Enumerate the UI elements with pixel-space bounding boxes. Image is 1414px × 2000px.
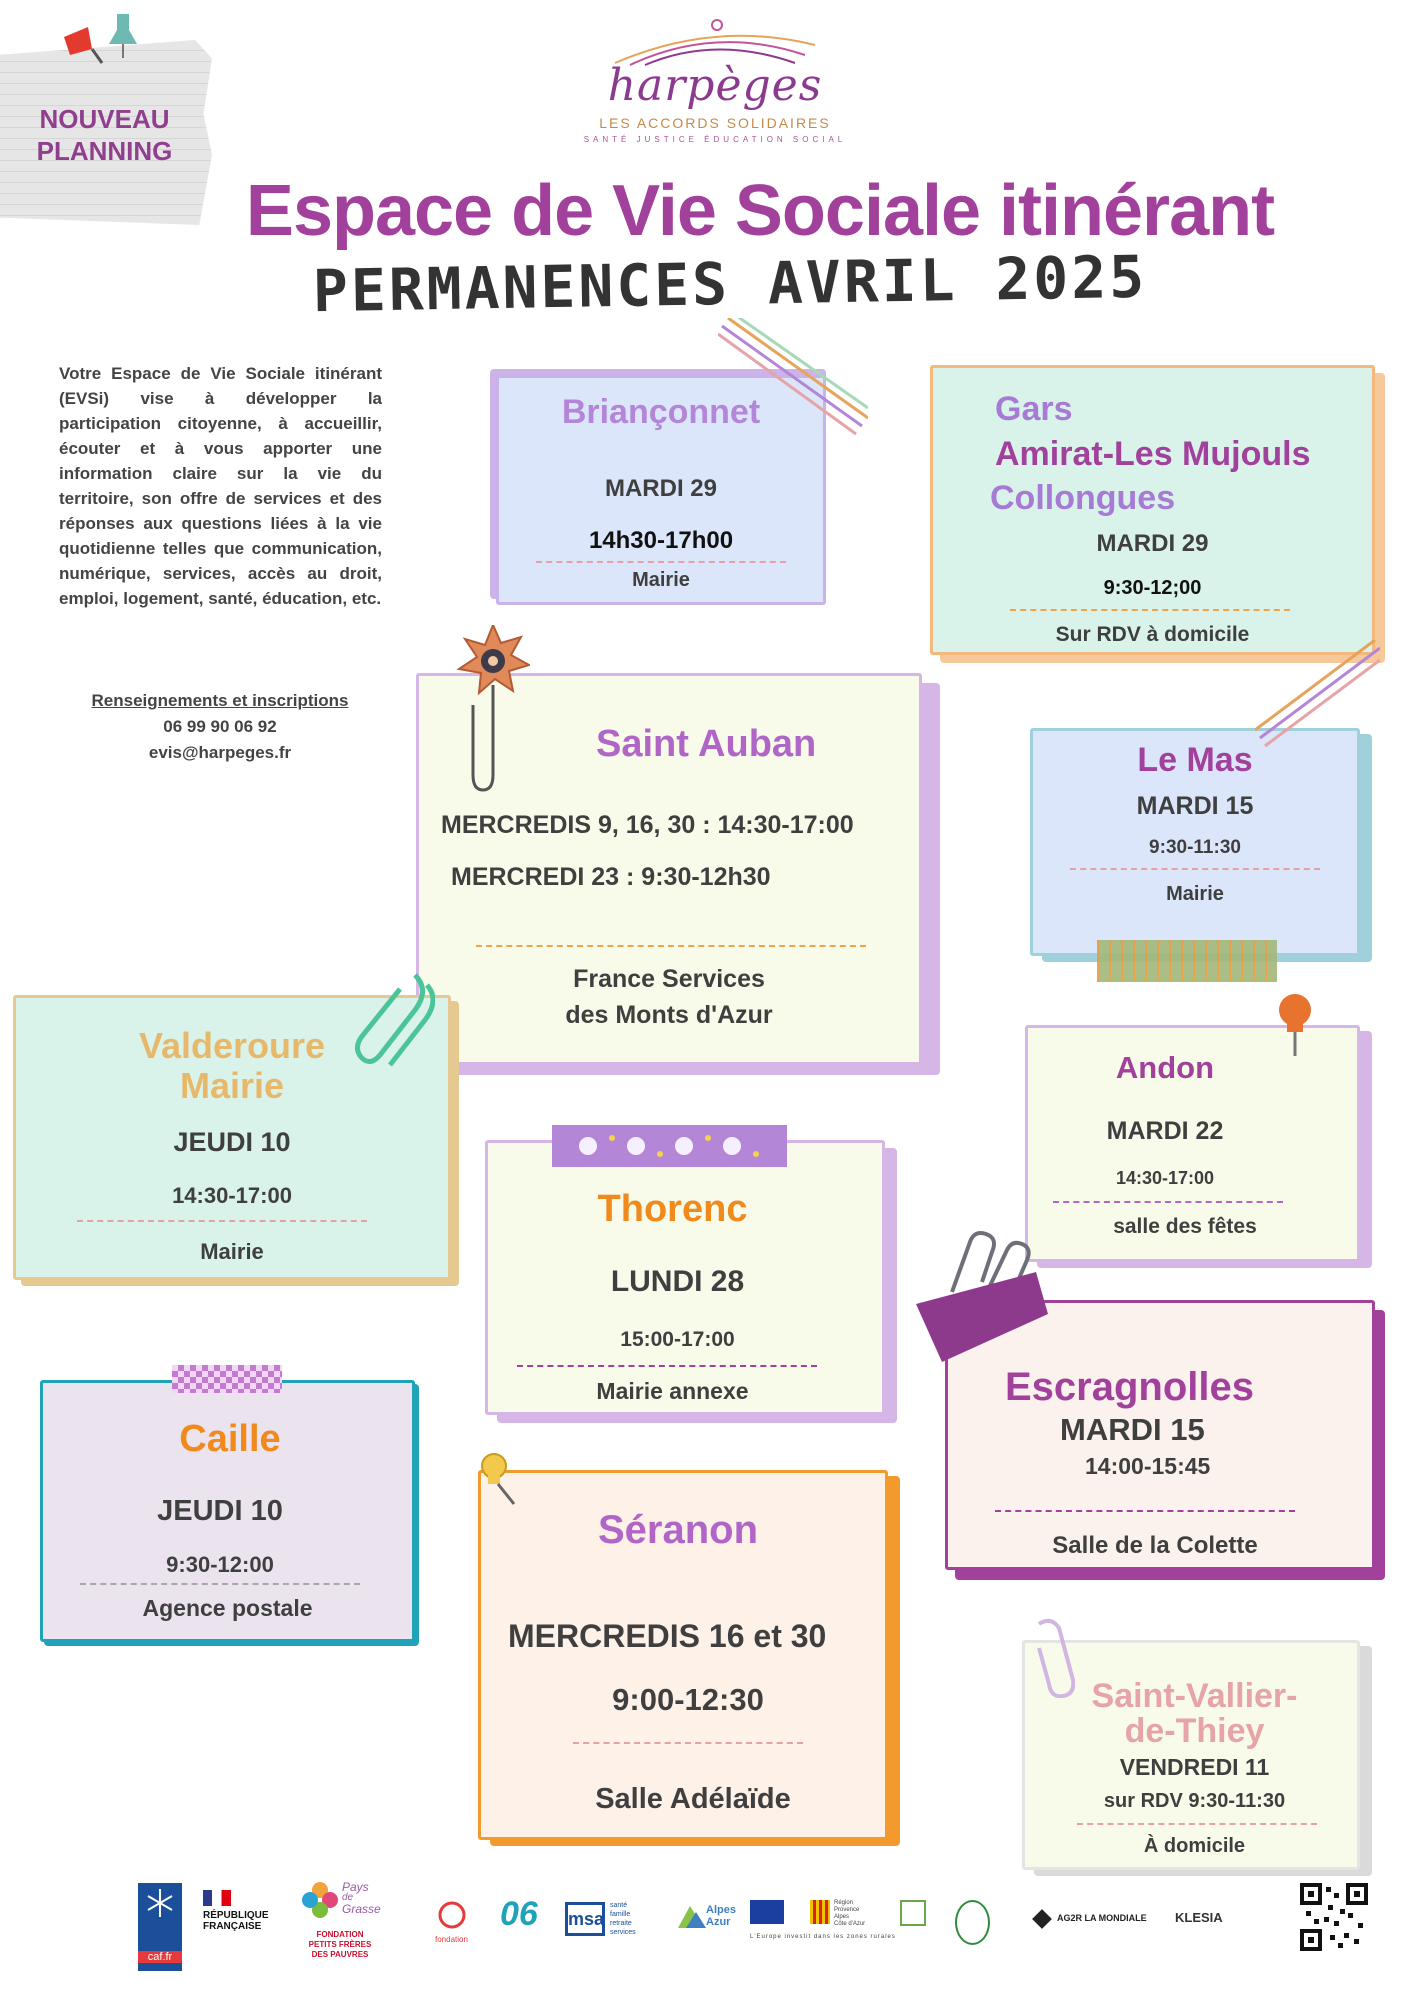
card-place: À domicile [1143,1835,1246,1857]
card-day: MARDI 29 [604,475,718,502]
card-place: Mairie [1166,883,1224,905]
page-subtitle: PERMANENCES AVRIL 2025 [312,242,1148,326]
card-time: 14:00-15:45 [1085,1453,1211,1479]
caf-logo [138,1883,182,1971]
card-title: Le Mas [1137,741,1253,779]
card-thorenc [485,1140,885,1415]
alpes-azur-label: Alpes Azur [706,1904,736,1928]
ag2r-logo [1035,1910,1155,1934]
card-andon [1025,1025,1360,1262]
card-gars [930,365,1375,655]
eu-flag-icon [750,1900,784,1924]
card-place: Mairie [632,569,690,591]
card-title: Amirat-Les Mujouls [995,435,1311,473]
flower-logo-icon [300,1880,340,1920]
harpeges-logo [560,15,870,150]
card-caille [40,1380,415,1642]
nouveau-planning-label: NOUVEAU PLANNING [36,104,173,166]
caf-label: caf.fr [138,1951,182,1963]
card-day: LUNDI 28 [610,1265,745,1298]
card-day: MERCREDIS 16 et 30 [508,1618,827,1654]
card-title: Gars [995,390,1073,428]
card-day: JEUDI 10 [157,1495,283,1527]
region-label: Alpes [834,1914,850,1920]
page-title: Espace de Vie Sociale itinérant [245,171,1275,251]
card-time: sur RDV 9:30-11:30 [1103,1790,1286,1812]
pushpin-icon [1272,990,1318,1058]
separator [1070,868,1320,870]
logo-domains: SANTÉ JUSTICE ÉDUCATION SOCIAL [583,135,847,144]
flower-clip-icon [455,625,530,795]
msa-sub: santé [610,1902,628,1909]
card-title: de-Thiey [1124,1712,1265,1750]
binder-clip-icon [912,1222,1052,1367]
card-place: Salle de la Colette [1052,1532,1258,1559]
rainbow-stripes-icon [718,318,868,438]
republique-label: RÉPUBLIQUE [203,1910,269,1921]
card-place: Salle Adélaïde [595,1783,791,1815]
card-hours: MERCREDIS 9, 16, 30 : 14:30-17:00 [441,811,854,839]
contact-email: evis@harpeges.fr [148,743,292,762]
departement-logo: 06 [500,1895,538,1933]
pays-grasse-label: Grasse [342,1902,381,1916]
card-place: Mairie annexe [596,1378,749,1404]
card-place: Agence postale [142,1595,313,1621]
card-title: Saint-Vallier- [1091,1677,1298,1715]
pays-grasse-label: Pays [342,1880,369,1894]
checkered-tape [172,1365,282,1393]
card-time: 9:30-12:00 [166,1552,274,1577]
region-label: Provence [834,1907,860,1913]
card-time: 14:30-17:00 [1115,1168,1215,1188]
card-title: Caille [179,1418,281,1460]
paperclip-icon [1025,1618,1075,1698]
fondation-icon [435,1900,469,1930]
separator [995,1510,1295,1512]
petits-freres-label: PETITS FRÈRES [308,1940,372,1949]
card-title: Escragnolles [1005,1365,1255,1409]
fondation-label: fondation [435,1935,468,1944]
qr-code[interactable] [1300,1883,1368,1951]
contact-phone: 06 99 90 06 92 [163,717,277,736]
republique-label: FRANÇAISE [203,1921,262,1932]
card-place: salle des fêtes [1113,1215,1257,1238]
msa-sub: famille [610,1911,631,1918]
separator [77,1220,367,1222]
card-time: 9:30-11:30 [1149,837,1241,858]
card-day: MARDI 22 [1106,1117,1224,1145]
europe-logos [750,1900,965,1952]
ag2r-icon [1032,1909,1052,1929]
petits-freres-label: DES PAUVRES [311,1950,369,1959]
separator [476,945,866,947]
thumbtack-icon [470,1448,522,1508]
pushpin-icon [58,25,104,67]
card-title: Mairie [179,1065,285,1106]
contact-block [60,688,380,766]
card-day: JEUDI 10 [173,1127,291,1157]
logo-tagline: LES ACCORDS SOLIDAIRES [599,115,831,131]
card-title: Andon [1115,1050,1215,1085]
flower-pattern-icon [560,1130,780,1162]
card-title: Thorenc [597,1188,748,1230]
card-time: 14h30-17h00 [588,527,734,554]
region-label: Côte d'Azur [834,1921,866,1927]
card-place: Mairie [200,1239,264,1264]
alpes-azur-logo [676,1900,746,1940]
card-title: Briançonnet [561,393,761,431]
card-day: MARDI 15 [1060,1412,1205,1447]
card-le-mas [1030,728,1360,956]
separator [517,1365,817,1367]
pushpin-icon [105,14,141,60]
msa-label: msa [565,1902,605,1936]
card-title: Séranon [597,1508,759,1552]
contact-heading: Renseignements et inscriptions [91,691,349,710]
republique-logo [203,1890,278,1960]
separator [1053,1201,1283,1203]
petits-freres-label: FONDATION [316,1930,364,1939]
card-place: France Services [573,965,765,993]
ag2r-label: AG2R LA MONDIALE [1057,1913,1147,1923]
card-title: Saint Auban [596,723,817,765]
intro-text: Votre Espace de Vie Sociale itinérant (EVSi) vise à développer la participation citoyenne, à accueillir, écouter et à vous apporter une information claire sur la vie du territoire, son offre de services et des réponses aux questions liées à la vie quotidienne telles que communication, numérique, services, accès au droit, emploi, logement, santé, éducation, etc. [59,364,382,608]
card-place: Sur RDV à domicile [1055,623,1250,646]
card-time: 9:30-12;00 [1103,577,1202,599]
europe-label: L'Europe investit dans les zones rurales [750,1934,896,1940]
paperclip-icon [355,965,435,1070]
snowflake-icon [138,1883,182,1923]
msa-logo [565,1902,650,1942]
park-logo [955,1900,990,1945]
separator [536,561,786,563]
separator [80,1583,360,1585]
leader-icon [900,1900,926,1926]
separator [1077,1823,1317,1825]
region-flag-icon [810,1900,830,1924]
separator [1010,609,1290,611]
pays-grasse-logo [300,1880,405,1970]
region-label: Région [834,1900,854,1906]
rainbow-stripes-icon [1255,640,1380,750]
mountain-icon [676,1900,706,1930]
msa-sub: services [610,1929,636,1936]
washi-tape [1097,940,1277,982]
card-day: MARDI 29 [1096,530,1209,557]
klesia-logo: KLESIA [1175,1910,1223,1925]
card-day: VENDREDI 11 [1119,1754,1270,1780]
separator [573,1742,803,1744]
fondation-logo [435,1900,480,1950]
card-hours: MERCREDI 23 : 9:30-12h30 [451,863,771,891]
card-title: Collongues [990,479,1176,517]
pays-grasse-label: de [342,1892,354,1903]
msa-sub: retraite [610,1920,632,1927]
flag-icon [203,1890,231,1906]
logo-name: harpèges [607,60,823,111]
card-time: 15:00-17:00 [620,1328,735,1351]
card-time: 14:30-17:00 [172,1183,292,1208]
card-day: MARDI 15 [1136,792,1254,820]
card-seranon [478,1470,888,1840]
card-place: des Monts d'Azur [565,1001,773,1029]
card-title: Valderoure [138,1025,326,1066]
card-time: 9:00-12:30 [612,1682,764,1717]
